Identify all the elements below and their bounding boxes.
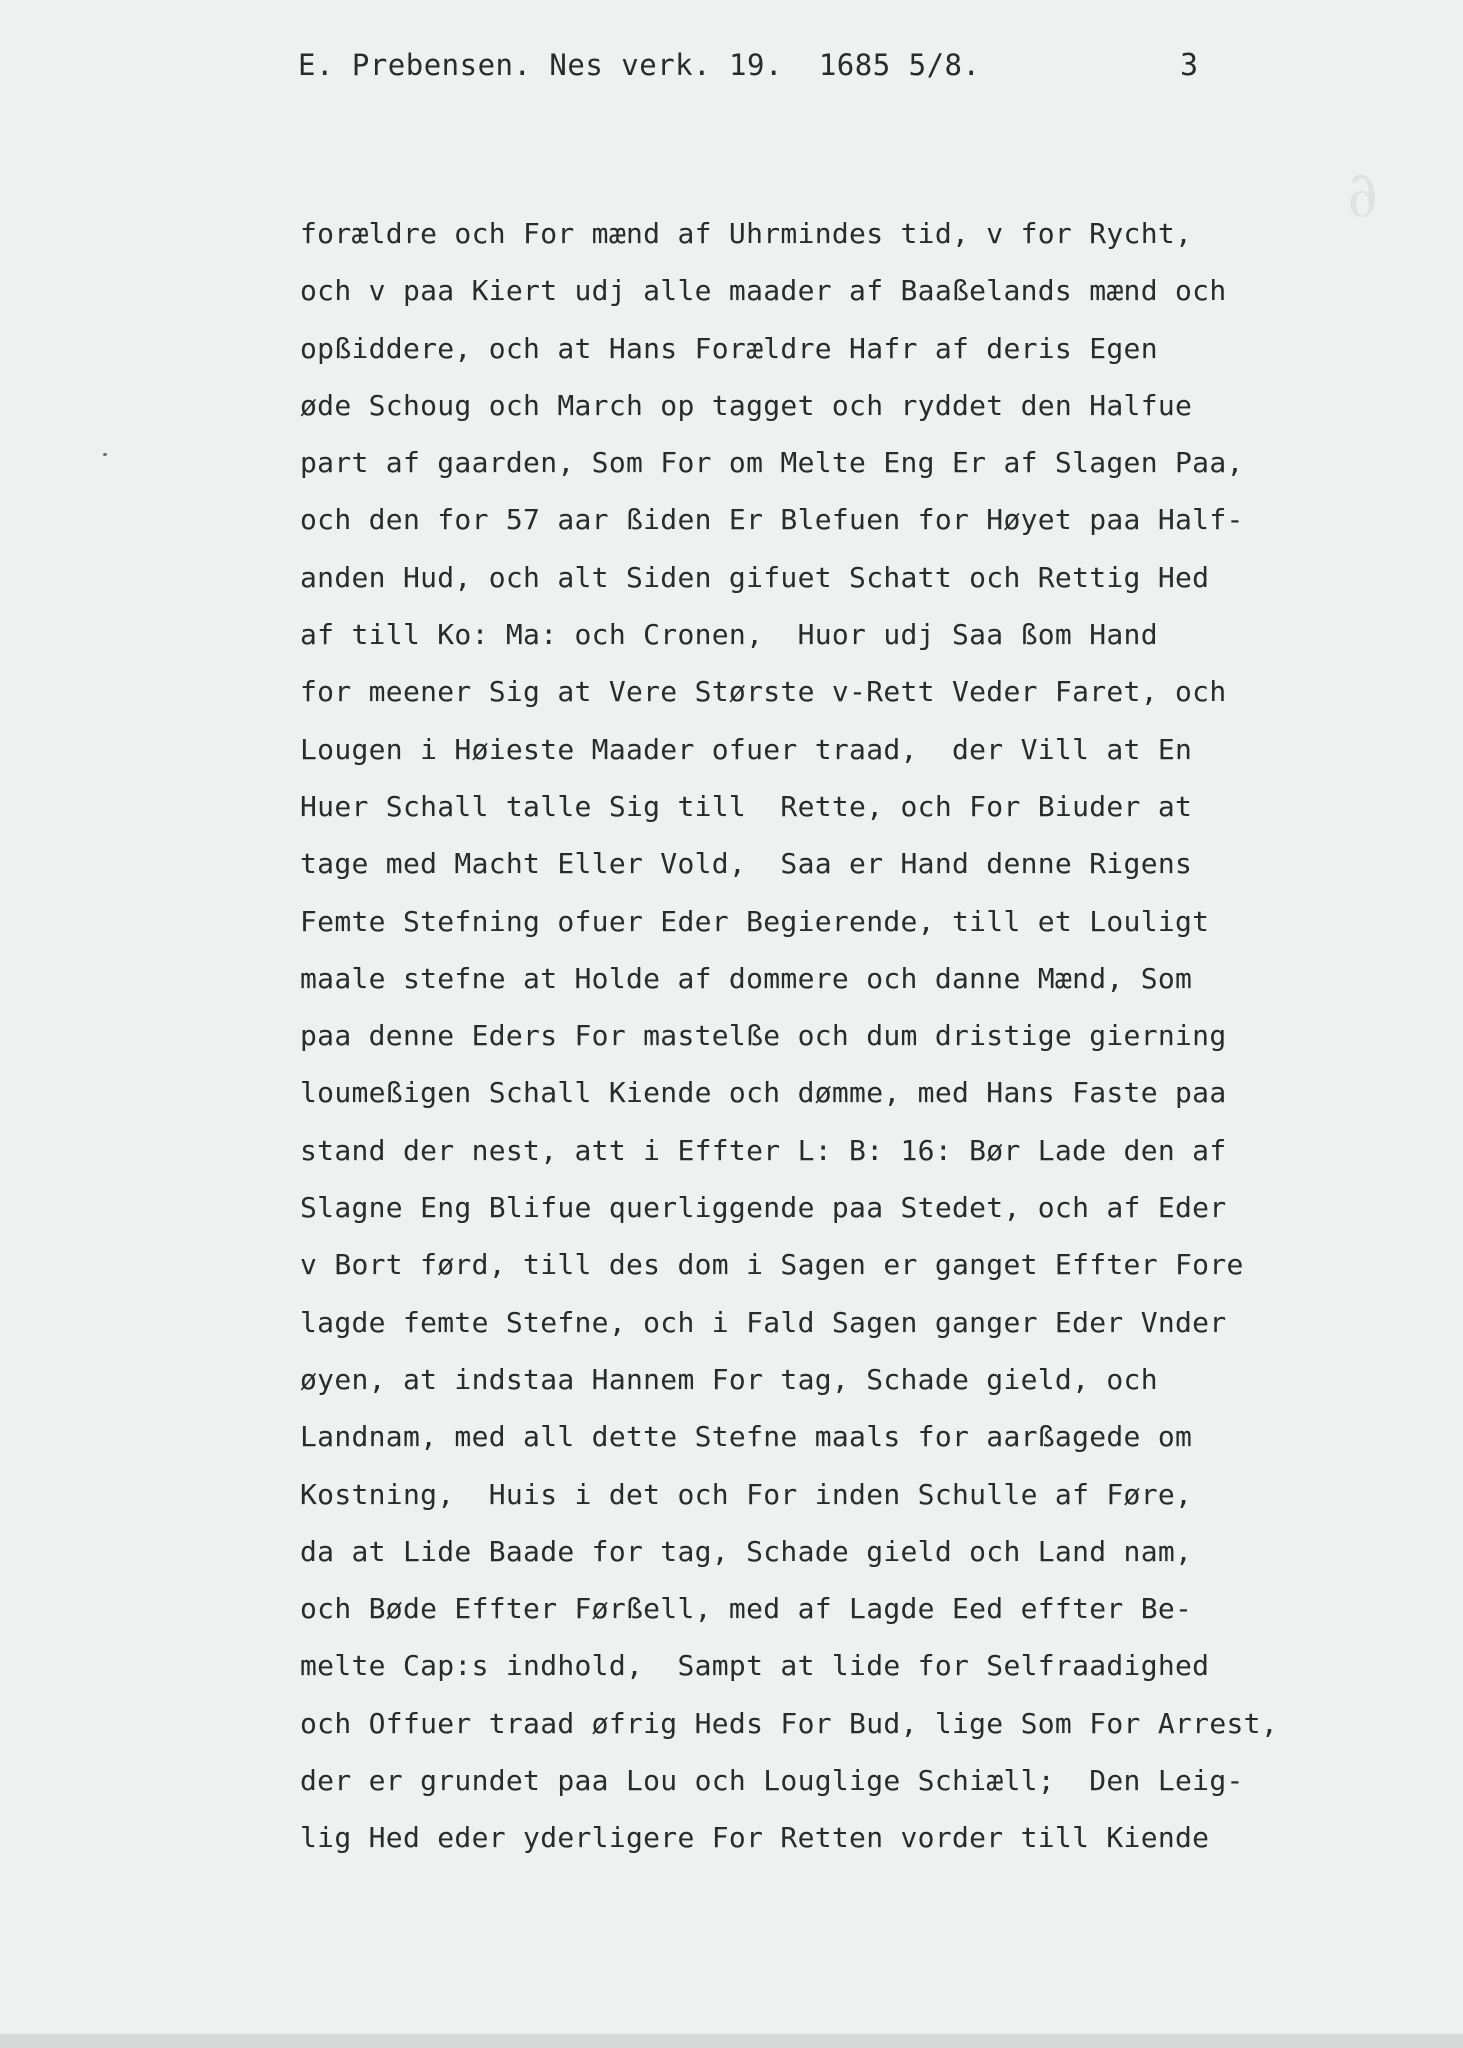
document-body — [300, 205, 1278, 1867]
text-line: loumeßigen Schall Kiende och dømme, med Hans Faste paa — [300, 1076, 1227, 1110]
text-line: for meener Sig at Vere Største v-Rett Veder Faret, och — [300, 675, 1227, 709]
page-number: 3 — [1180, 48, 1199, 83]
text-line: och Offuer traad øfrig Heds For Bud, lige Som For Arrest, — [300, 1706, 1278, 1740]
paper-speck — [103, 453, 107, 456]
text-line: Slagne Eng Blifue querliggende paa Stedet, och af Eder — [300, 1191, 1227, 1225]
text-line: lig Hed eder yderligere For Retten vorder till Kiende — [300, 1821, 1210, 1855]
text-line: Lougen i Høieste Maader ofuer traad, der Vill at En — [300, 732, 1193, 766]
text-line: och Bøde Effter Førßell, med af Lagde Eed effter Be- — [300, 1592, 1193, 1626]
text-line: øde Schoug och March op tagget och ryddet den Halfue — [300, 388, 1193, 422]
page-header: E. Prebensen. Nes verk. 19. 1685 5/8. — [298, 48, 981, 82]
text-line: part af gaarden, Som For om Melte Eng Er af Slagen Paa, — [300, 446, 1244, 480]
text-line: af till Ko: Ma: och Cronen, Huor udj Saa ßom Hand — [300, 618, 1158, 652]
text-line: anden Hud, och alt Siden gifuet Schatt och Rettig Hed — [300, 560, 1210, 594]
text-line: maale stefne at Holde af dommere och danne Mænd, Som — [300, 961, 1193, 995]
text-line: opßiddere, och at Hans Forældre Hafr af deris Egen — [300, 331, 1158, 365]
text-line: Femte Stefning ofuer Eder Begierende, till et Louligt — [300, 904, 1210, 938]
text-line: da at Lide Baade for tag, Schade gield och Land nam, — [300, 1534, 1193, 1568]
text-line: stand der nest, att i Effter L: B: 16: Bør Lade den af — [300, 1133, 1227, 1167]
text-line: tage med Macht Eller Vold, Saa er Hand denne Rigens — [300, 847, 1193, 881]
text-line: der er grundet paa Lou och Louglige Schiæll; Den Leig- — [300, 1764, 1244, 1798]
text-line: Kostning, Huis i det och For inden Schulle af Føre, — [300, 1477, 1193, 1511]
text-line: och v paa Kiert udj alle maader af Baaßelands mænd och — [300, 274, 1227, 308]
text-line: och den for 57 aar ßiden Er Blefuen for Høyet paa Half- — [300, 503, 1244, 537]
text-line: øyen, at indstaa Hannem For tag, Schade gield, och — [300, 1362, 1158, 1396]
text-line: forældre och For mænd af Uhrmindes tid, v for Rycht, — [300, 217, 1193, 250]
faint-pencil-mark: ∂ — [1337, 155, 1386, 235]
page-bottom-edge — [0, 2034, 1463, 2048]
text-line: v Bort førd, till des dom i Sagen er ganget Effter Fore — [300, 1248, 1244, 1282]
text-line: Huer Schall talle Sig till Rette, och For Biuder at — [300, 789, 1193, 823]
text-line: lagde femte Stefne, och i Fald Sagen ganger Eder Vnder — [300, 1305, 1227, 1339]
text-line: Landnam, med all dette Stefne maals for aarßagede om — [300, 1420, 1193, 1454]
text-line: melte Cap:s indhold, Sampt at lide for Selfraadighed — [300, 1649, 1210, 1683]
text-line: paa denne Eders For mastelße och dum dristige gierning — [300, 1019, 1227, 1053]
